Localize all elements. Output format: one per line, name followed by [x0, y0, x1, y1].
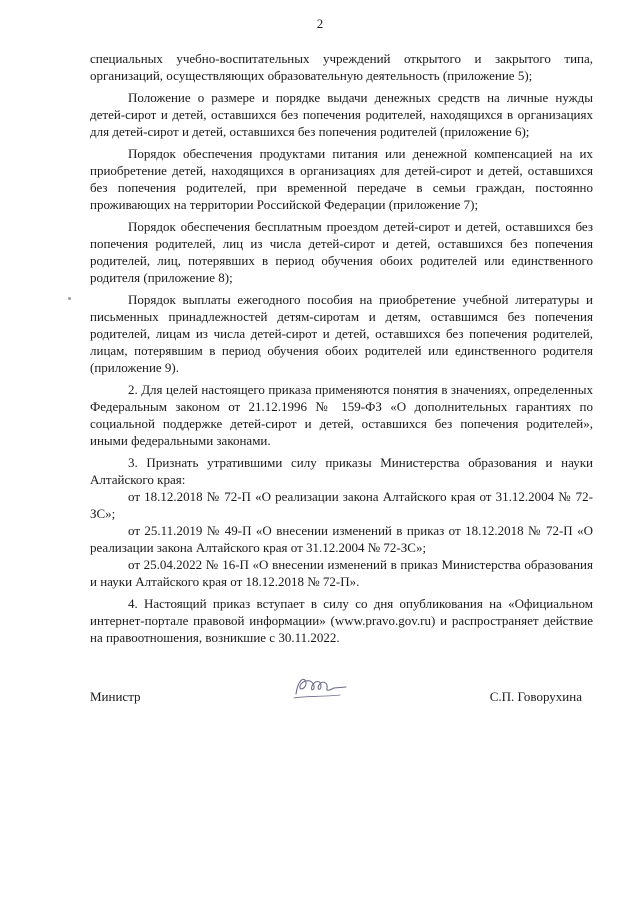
paragraph-item-3: 3. Признать утратившими силу приказы Министерства образования и науки Алтайского края:: [90, 455, 593, 487]
paragraph-appendix-8: Порядок обеспечения бесплатным проездом детей-сирот и детей, оставшихся без попечения родителей, лиц из числа детей-сирот и детей, оставшихся без попечения родителей, лиц, потерявших в период обучения обоих родителей или единственного родителя (приложение 8);: [90, 219, 593, 285]
paragraph-order-49p: от 25.11.2019 № 49-П «О внесении изменений в приказ от 18.12.2018 № 72-П «О реализации закона Алтайского края от 31.12.2004 № 72-ЗС»;: [90, 523, 593, 555]
signatory-title: Министр: [90, 689, 141, 704]
paragraph-order-72p: от 18.12.2018 № 72-П «О реализации закона Алтайского края от 31.12.2004 № 72-ЗС»;: [90, 489, 593, 521]
page-number: 2: [316, 16, 324, 31]
margin-dot: [68, 297, 71, 300]
paragraph-order-16p: от 25.04.2022 № 16-П «О внесении изменений в приказ Министерства образования и науки Алтайского края от 18.12.2018 № 72-П».: [90, 557, 593, 589]
paragraph-appendix-5: специальных учебно-воспитательных учреждений открытого и закрытого типа, организаций, осуществляющих образовательную деятельность (приложение 5);: [90, 51, 593, 83]
paragraph-appendix-7: Порядок обеспечения продуктами питания или денежной компенсацией на их приобретение детей, находящихся в организациях для детей-сирот и детей, оставшихся без попечения родителей, при временной передаче в семьи граждан, постоянно проживающих на территории Российской Федерации (приложение 7);: [90, 146, 593, 212]
paragraph-appendix-6: Положение о размере и порядке выдачи денежных средств на личные нужды детей-сирот и детей, оставшихся без попечения родителей, находящихся в организациях для детей-сирот и детей, оставшихся без попечения родителей (приложение 6);: [90, 90, 593, 139]
paragraph-appendix-9: Порядок выплаты ежегодного пособия на приобретение учебной литературы и письменных принадлежностей детям-сиротам и детям, оставшимся без попечения родителей, лицам из числа детей-сирот и детей, оставшихся без попечения родителей, лицам, потерявшим в период обучения обоих родителей или единственного родителя (приложение 9).: [90, 292, 593, 375]
handwritten-signature: [290, 668, 350, 702]
document-body: [90, 50, 593, 651]
paragraph-item-4: 4. Настоящий приказ вступает в силу со дня опубликования на «Официальном интернет-портале правовой информации» (www.pravo.gov.ru) и распространяет действие на правоотношения, возникшие с 30.11.2022.: [90, 596, 593, 645]
signatory-name: С.П. Говорухина: [489, 689, 582, 704]
paragraph-item-2: 2. Для целей настоящего приказа применяются понятия в значениях, определенных Федеральным законом от 21.12.1996 № 159-ФЗ «О дополнительных гарантиях по социальной поддержке детей-сирот и детей, оставшихся без попечения родителей», иными федеральными законами.: [90, 382, 593, 448]
